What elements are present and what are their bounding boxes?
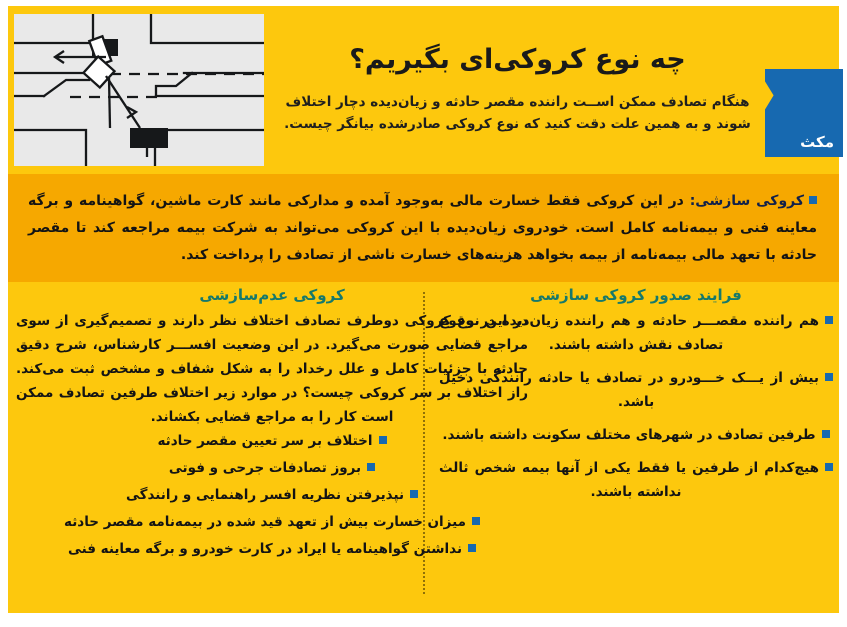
page-title: چه نوع کروکی‌ای بگیریم؟ xyxy=(349,44,686,75)
list-item-text: نپذیرفتن نظریه افسر راهنمایی و رانندگی xyxy=(125,486,405,503)
list-item-text: طرفین تصادف در شهرهای مختلف سکونت داشته باشند. xyxy=(442,426,816,443)
square-bullet-icon xyxy=(822,430,830,438)
accident-sketch-diagram xyxy=(14,14,264,166)
list-item xyxy=(16,429,528,453)
list-item-text: هم راننده مقصـــر حادثه و هم راننده زیان‌دیده در وقوع تصادف نقش داشته باشند. xyxy=(439,312,819,353)
band-paragraph xyxy=(8,174,839,269)
list-item xyxy=(16,537,528,561)
band-body-text: در این کروکی فقط خسارت مالی به‌وجود آمده و مدارکی مانند کارت ماشین، گواهینامه و برگه معاینه فنی و بیمه‌نامه کامل است. خودروی زیان‌دیده با این کروکی می‌تواند به شرکت بیمه مراجعه کند تا مقصر حادثه با تعهد مالی بیمه‌نامه از بیمه بخواهد هزینه‌های خسارت ناشی از تصادف را پرداخت کند. xyxy=(28,193,817,263)
square-bullet-icon xyxy=(809,196,817,204)
list-item-text: اختلاف بر سر تعیین مقصر حادثه xyxy=(157,432,373,449)
square-bullet-icon xyxy=(468,544,476,552)
list-item-text: هیچ‌کدام از طرفین یا فقط یکی از آنها بیمه شخص ثالث نداشته باشند. xyxy=(439,459,819,500)
right-column-heading: فرایند صدور کروکی سازشی xyxy=(530,286,742,304)
intersection-diagram-icon xyxy=(14,14,264,166)
band-lead-label: کروکی سازشی: xyxy=(689,193,805,209)
header-zone xyxy=(8,6,839,174)
list-item-text: میزان خسارت بیش از تعهد قید شده در بیمه‌نامه مقصر حادثه xyxy=(64,513,466,530)
square-bullet-icon xyxy=(825,463,833,471)
title-block xyxy=(270,16,765,166)
column-non-compromise xyxy=(16,284,528,564)
pause-tab-badge xyxy=(765,69,843,157)
two-column-body xyxy=(8,284,839,613)
list-item xyxy=(16,510,528,534)
square-bullet-icon xyxy=(825,316,833,324)
left-column-bullet-list xyxy=(16,429,528,561)
square-bullet-icon xyxy=(367,463,375,471)
page-subtitle: هنگام تصادف ممکن اســت راننده مقصر حادثه و زیان‌دیده دچار اختلاف شوند و به همین علت دقت کنید که نوع کروکی صادرشده بیانگر چیست. xyxy=(284,94,751,133)
list-item xyxy=(16,483,528,507)
list-item xyxy=(16,456,528,480)
square-bullet-icon xyxy=(825,373,833,381)
compromise-sketch-band xyxy=(8,174,839,282)
left-column-paragraph: در این نوع کروکی دوطرف تصادف اختلاف نظر دارند و تصمیم‌گیری از سوی مراجع قضایی صورت می‌گیرد. در این وضعیت افســـر کارشناس، شرح دقیق حادثه با جزئیات کامل و علل رخداد را به شکل شفاف و مشخص ثبت می‌کند. راز اختلاف بر سر کروکی چیست؟ در موارد زیر اختلاف طرفین تصادف ممکن است کار را به مراجع قضایی بکشاند. xyxy=(16,312,528,425)
list-item-text: نداشتن گواهینامه یا ایراد در کارت خودرو و برگه معاینه فنی xyxy=(67,540,463,557)
pause-tab-label: مکث xyxy=(800,133,834,151)
list-item-text: بروز تصادفات جرحی و فوتی xyxy=(168,459,362,476)
list-item-text: بیش از یـــک خـــودرو در تصادف یا حادثه رانندگی دخیل باشد. xyxy=(439,369,819,410)
square-bullet-icon xyxy=(472,517,480,525)
square-bullet-icon xyxy=(410,490,418,498)
left-column-heading: کروکی عدم‌سازشی xyxy=(199,286,345,304)
square-bullet-icon xyxy=(379,436,387,444)
